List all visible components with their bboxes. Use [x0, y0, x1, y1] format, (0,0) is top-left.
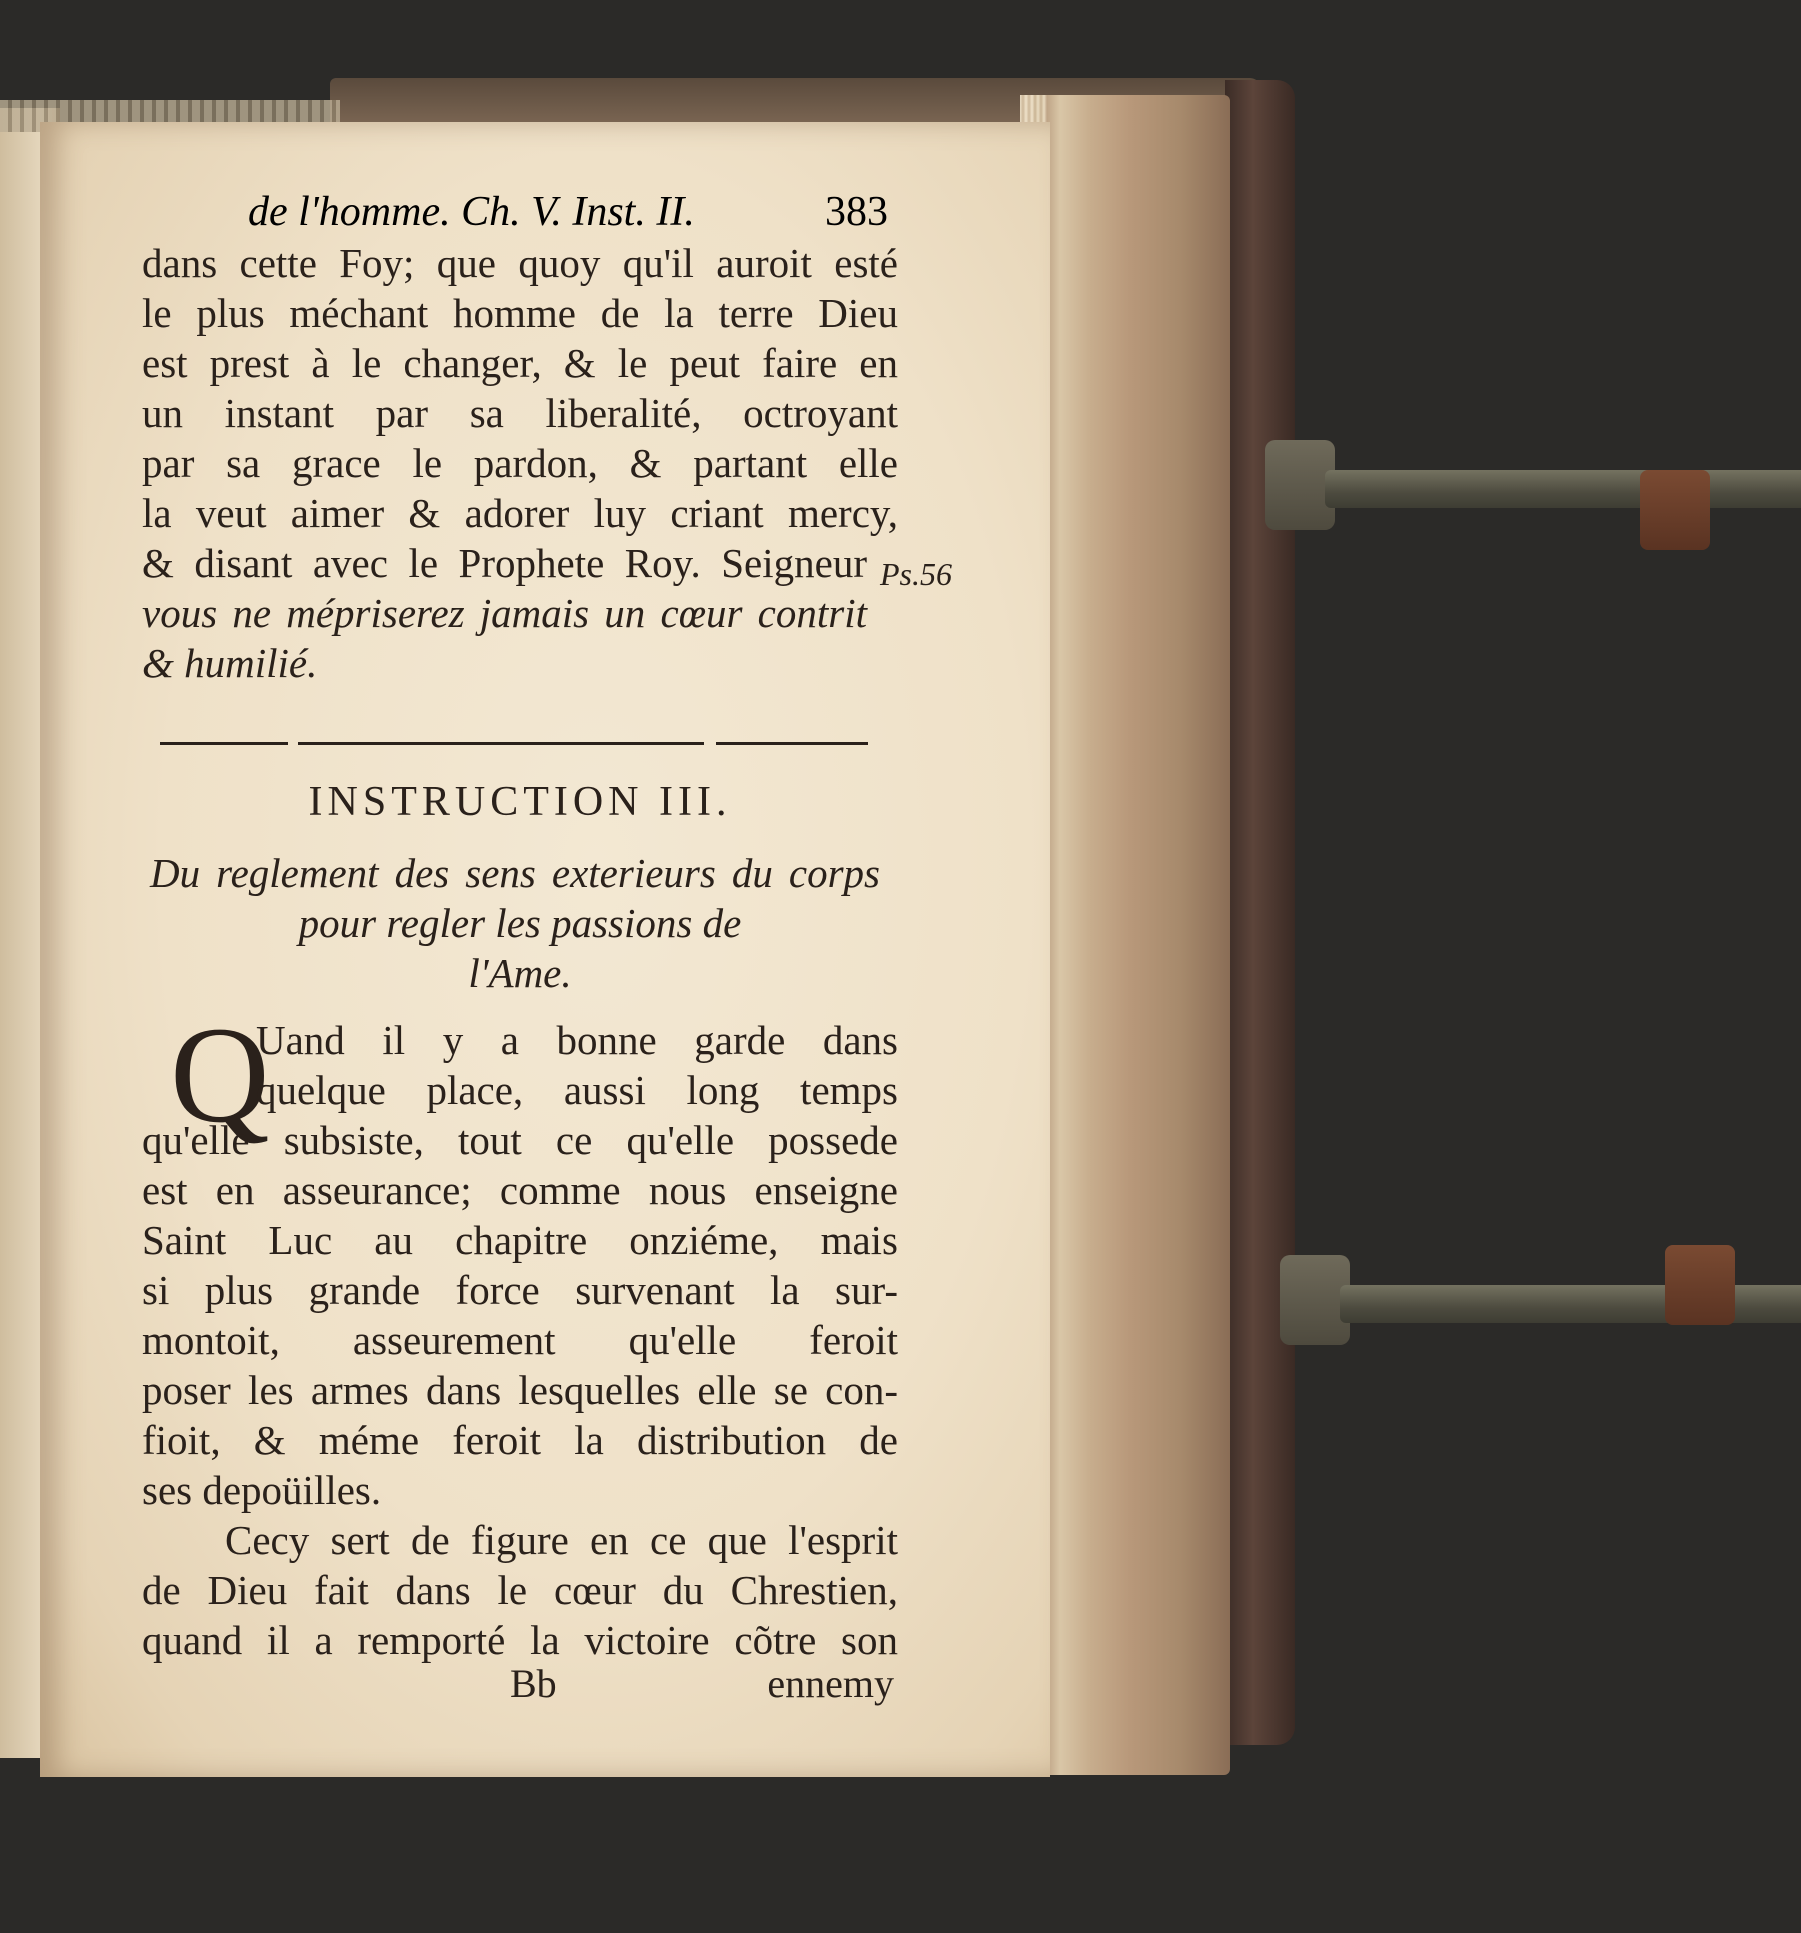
- section-rule: [298, 742, 704, 745]
- text-line: dans cette Foy; que quoy qu'il auroit esté: [142, 240, 898, 286]
- signature-mark: Bb: [510, 1661, 557, 1706]
- text-line: montoit, asseurement qu'elle feroit: [142, 1317, 898, 1363]
- page-header: [248, 188, 888, 234]
- margin-reference: Ps.56: [880, 556, 952, 592]
- text-line: & humilié.: [142, 640, 318, 686]
- text-line: Cecy sert de figure en ce que l'esprit: [225, 1517, 898, 1563]
- drop-capital: Q: [170, 998, 270, 1151]
- text-line: la veut aimer & adorer luy criant mercy,: [142, 490, 898, 536]
- text-line: & disant avec le Prophete Roy. Seigneur: [142, 540, 867, 586]
- text-line: le plus méchant homme de la terre Dieu: [142, 290, 898, 336]
- text-line: Saint Luc au chapitre onziéme, mais: [142, 1217, 898, 1263]
- text-line: vous ne mépriserez jamais un cœur contrit: [142, 590, 867, 636]
- section-rule: [160, 742, 288, 745]
- section-rule: [716, 742, 868, 745]
- page-block-edge: [1020, 95, 1230, 1775]
- text-line: par sa grace le pardon, & partant elle: [142, 440, 898, 486]
- text-line: de Dieu fait dans le cœur du Chrestien,: [142, 1567, 898, 1613]
- catchword: ennemy: [767, 1661, 894, 1706]
- text-line: un instant par sa liberalité, octroyant: [142, 390, 898, 436]
- text-line: est prest à le changer, & le peut faire en: [142, 340, 898, 386]
- book-spine: [1225, 80, 1295, 1745]
- page-number: 383: [825, 189, 888, 235]
- instruction-subtitle: Du reglement des sens exterieurs du corps: [150, 850, 880, 896]
- text-line: poser les armes dans lesquelles elle se con-: [142, 1367, 898, 1413]
- text-line: quelque place, aussi long temps: [256, 1067, 898, 1113]
- instruction-subtitle: pour regler les passions de: [298, 900, 742, 946]
- text-line: Uand il y a bonne garde dans: [256, 1017, 898, 1063]
- instruction-title: INSTRUCTION III.: [308, 779, 732, 825]
- text-line: est en asseurance; comme nous enseigne: [142, 1167, 898, 1213]
- running-title: de l'homme. Ch. V. Inst. II.: [248, 189, 695, 235]
- text-line: fioit, & méme feroit la distribution de: [142, 1417, 898, 1463]
- instruction-subtitle: l'Ame.: [468, 950, 572, 996]
- text-line: quand il a remporté la victoire cõtre son: [142, 1617, 898, 1663]
- text-line: ses depoüilles.: [142, 1467, 382, 1513]
- text-line: qu'elle subsiste, tout ce qu'elle possede: [142, 1117, 898, 1163]
- text-line: si plus grande force survenant la sur-: [142, 1267, 898, 1313]
